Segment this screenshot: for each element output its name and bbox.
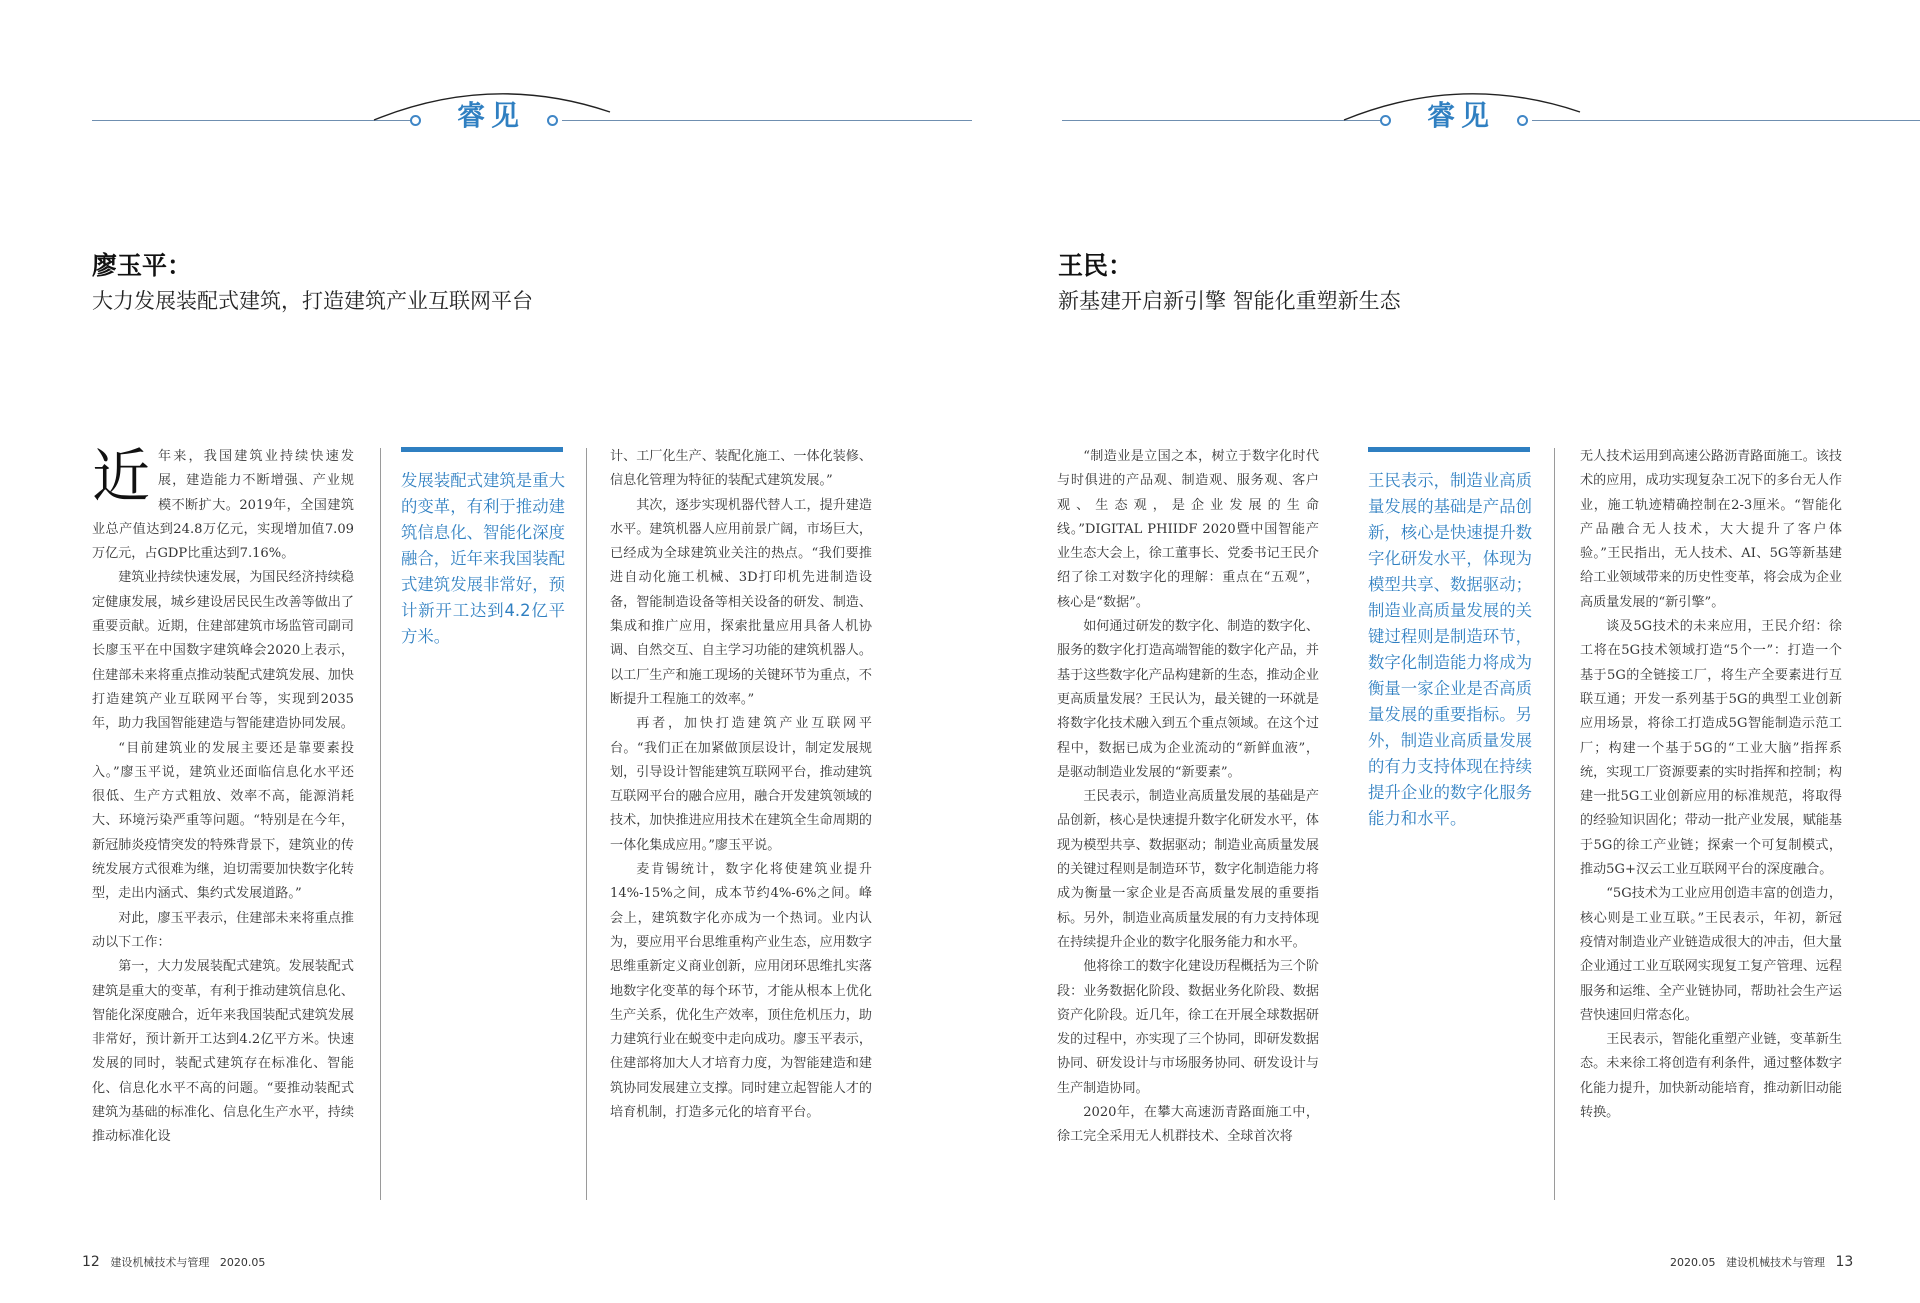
article-subtitle: 新基建开启新引擎 智能化重塑新生态 [1058, 289, 1401, 313]
section-header [92, 80, 972, 140]
pull-quote-bar [401, 447, 563, 452]
header-line-right [1532, 120, 1920, 121]
speaker-name: 王民： [1058, 251, 1134, 280]
page-number: 12 [82, 1254, 100, 1270]
body-paragraph: 麦肯锡统计，数字化将使建筑业提升14%-15%之间，成本节约4%-6%之间。峰会上，建筑数字化亦成为一个热词。业内认为，要应用平台思维重构产业生态，应用数字思维重新定义商业创新，应用闭环思维扎实落地数字化变革的每个环节，才能从根本上优化生产关系，优化生产效率，顶住危机压力，助力建筑行业在蜕变中走向成功。廖玉平表示，住建部将加大人才培育力度，为智能建造和建筑协同发展建立支撑。同时建立起智能人才的培育机制，打造多元化的培育平台。 [610, 862, 872, 1121]
body-paragraph: 其次，逐步实现机器代替人工，提升建造水平。建筑机器人应用前景广阔，市场巨大，已经成为全球建筑业关注的热点。“我们要推进自动化施工机械、3D打印机先进制造设备，智能制造设备等相关设备的研发、制造、集成和推广应用，探索批量应用具备人机协调、自然交互、自主学习功能的建筑机器人。以工厂生产和施工现场的关键环节为重点，不断提升工程施工的效率。” [610, 497, 872, 707]
header-line-right [562, 120, 972, 121]
body-column-3 [1580, 445, 1842, 1125]
column-divider [380, 448, 381, 1200]
body-column-1 [92, 442, 354, 1150]
body-paragraph: 谈及5G技术的未来应用，王民介绍：徐工将在5G技术领域打造“5个一”：打造一个基于5G的全链接工厂，将生产全要素进行互联互通；开发一系列基于5G的典型工业创新应用场景，将徐工打造成5G智能制造示范工厂；构建一个基于5G的“工业大脑”指挥系统，实现工厂资源要素的实时指挥和控制；构建一批5G工业创新应用的标准规范，将取得的经验知识固化；带动一批产业发展，赋能基于5G的徐工产业链；探索一个可复制模式，推动5G+汉云工业互联网平台的深度融合。 [1580, 619, 1842, 878]
header-dot-icon [410, 115, 421, 126]
body-paragraph: 他将徐工的数字化建设历程概括为三个阶段：业务数据化阶段、数据业务化阶段、数据资产化阶段。近几年，徐工在开展全球数据研发的过程中，亦实现了三个协同，即研发数据协同、研发设计与市场服务协同、研发设计与生产制造协同。 [1057, 959, 1319, 1096]
body-paragraph: “5G技术为工业应用创造丰富的创造力，核心则是工业互联。”王民表示，年初，新冠疫情对制造业产业链造成很大的冲击，但大量企业通过工业互联网实现复工复产管理、远程服务和运维、全产业链协同，帮助社会生产运营快速回归常态化。 [1580, 886, 1842, 1023]
header-line-left [92, 120, 412, 121]
pull-quote: 王民表示，制造业高质量发展的基础是产品创新，核心是快速提升数字化研发水平，体现为模型共享、数据驱动；制造业高质量发展的关键过程则是制造环节，数字化制造能力将成为衡量一家企业是否高质量发展的重要指标。另外，制造业高质量发展的有力支持体现在持续提升企业的数字化服务能力和水平。 [1368, 471, 1532, 828]
magazine-name: 建设机械技术与管理 [1726, 1256, 1825, 1269]
speaker-name: 廖玉平： [92, 251, 193, 280]
page-footer [82, 1254, 265, 1270]
issue-number: 2020.05 [1670, 1256, 1716, 1269]
body-paragraph: 建筑业持续快速发展，为国民经济持续稳定健康发展，城乡建设居民民生改善等做出了重要贡献。近期，住建部建筑市场监管司副司长廖玉平在中国数字建筑峰会2020上表示，住建部未来将重点推动装配式建筑发展、加快打造建筑产业互联网平台等，实现到2035年，助力我国智能建造与智能建造协同发展。 [92, 570, 354, 732]
page-number: 13 [1835, 1254, 1854, 1270]
header-dot-icon [547, 115, 558, 126]
body-paragraph: “制造业是立国之本，树立于数字化时代与时俱进的产品观、制造观、服务观、客户观、生态观，是企业发展的生命线。”DIGITAL PHIIDF 2020暨中国智能产业生态大会上，徐工董事长、党委书记王民介绍了徐工对数字化的理解：重点在“五观”，核心是“数据”。 [1057, 449, 1319, 610]
header-line-left [1062, 120, 1382, 121]
pull-quote-bar [1368, 447, 1530, 452]
body-paragraph: 计、工厂化生产、装配化施工、一体化装修、信息化管理为特征的装配式建筑发展。” [610, 449, 872, 489]
header-dot-icon [1517, 115, 1528, 126]
body-paragraph: 近年来，我国建筑业持续快速发展，建造能力不断增强、产业规模不断扩大。2019年，全国建筑业总产值达到24.8万亿元，实现增加值7.09万亿元，占GDP比重达到7.16%。 [92, 442, 354, 562]
body-paragraph: “目前建筑业的发展主要还是靠要素投入。”廖玉平说，建筑业还面临信息化水平还很低、生产方式粗放、效率不高，能源消耗大、环境污染严重等问题。“特别是在今年，新冠肺炎疫情突发的特殊背景下，建筑业的传统发展方式很难为继，迫切需要加快数字化转型，走出内涵式、集约式发展道路。” [92, 740, 354, 902]
body-paragraph: 对此，廖玉平表示，住建部未来将重点推动以下工作： [92, 910, 354, 950]
section-header [1062, 80, 1920, 140]
body-column-3 [610, 445, 872, 1125]
page-footer [1670, 1254, 1853, 1270]
body-paragraph: 无人技术运用到高速公路沥青路面施工。该技术的应用，成功实现复杂工况下的多台无人作业，施工轨迹精确控制在2-3厘米。“智能化产品融合无人技术，大大提升了客户体验。”王民指出，无人技术、AI、5G等新基建给工业领域带来的历史性变革，将会成为企业高质量发展的“新引擎”。 [1580, 449, 1842, 610]
issue-number: 2020.05 [219, 1256, 266, 1269]
body-paragraph: 王民表示，制造业高质量发展的基础是产品创新，核心是快速提升数字化研发水平，体现为模型共享、数据驱动；制造业高质量发展的关键过程则是制造环节，数字化制造能力将成为衡量一家企业是否高质量发展的重要指标。另外，制造业高质量发展的有力支持体现在持续提升企业的数字化服务能力和水平。 [1057, 789, 1319, 950]
magazine-name: 建设机械技术与管理 [110, 1256, 210, 1269]
section-title: 睿见 [1426, 99, 1495, 132]
pull-quote: 发展装配式建筑是重大的变革，有利于推动建筑信息化、智能化深度融合，近年来我国装配式建筑发展非常好，预计新开工达到4.2亿平方米。 [401, 471, 565, 646]
header-dot-icon [1380, 115, 1391, 126]
article-subtitle: 大力发展装配式建筑，打造建筑产业互联网平台 [92, 289, 533, 313]
body-paragraph: 如何通过研发的数字化、制造的数字化、服务的数字化打造高端智能的数字化产品，并基于这些数字化产品构建新的生态，推动企业更高质量发展？王民认为，最关键的一环就是将数字化技术融入到五个重点领域。在这个过程中，数据已成为企业流动的“新鲜血液”，是驱动制造业发展的“新要素”。 [1057, 619, 1319, 780]
body-column-1 [1057, 445, 1319, 1150]
body-paragraph: 再者，加快打造建筑产业互联网平台。“我们正在加紧做顶层设计，制定发展规划，引导设计智能建筑互联网平台，推动建筑互联网平台的融合应用，融合开发建筑领域的技术，加快推进应用技术在建筑全生命周期的一体化集成应用。”廖玉平说。 [610, 716, 872, 853]
column-divider [1554, 448, 1555, 1200]
column-divider [586, 448, 587, 1200]
drop-cap: 近 [92, 442, 151, 510]
body-paragraph: 王民表示，智能化重塑产业链，变革新生态。未来徐工将创造有利条件，通过整体数字化能力提升，加快新动能培育，推动新旧动能转换。 [1580, 1032, 1842, 1121]
right-page [960, 0, 1920, 1303]
body-paragraph: 2020年，在攀大高速沥青路面施工中，徐工完全采用无人机群技术、全球首次将 [1057, 1105, 1319, 1145]
section-title: 睿见 [456, 99, 525, 132]
body-paragraph: 第一，大力发展装配式建筑。发展装配式建筑是重大的变革，有利于推动建筑信息化、智能化深度融合，近年来我国装配式建筑发展非常好，预计新开工达到4.2亿平方米。快速发展的同时，装配式建筑存在标准化、智能化、信息化水平不高的问题。“要推动装配式建筑为基础的标准化、信息化生产水平，持续推动标准化设 [92, 959, 354, 1145]
